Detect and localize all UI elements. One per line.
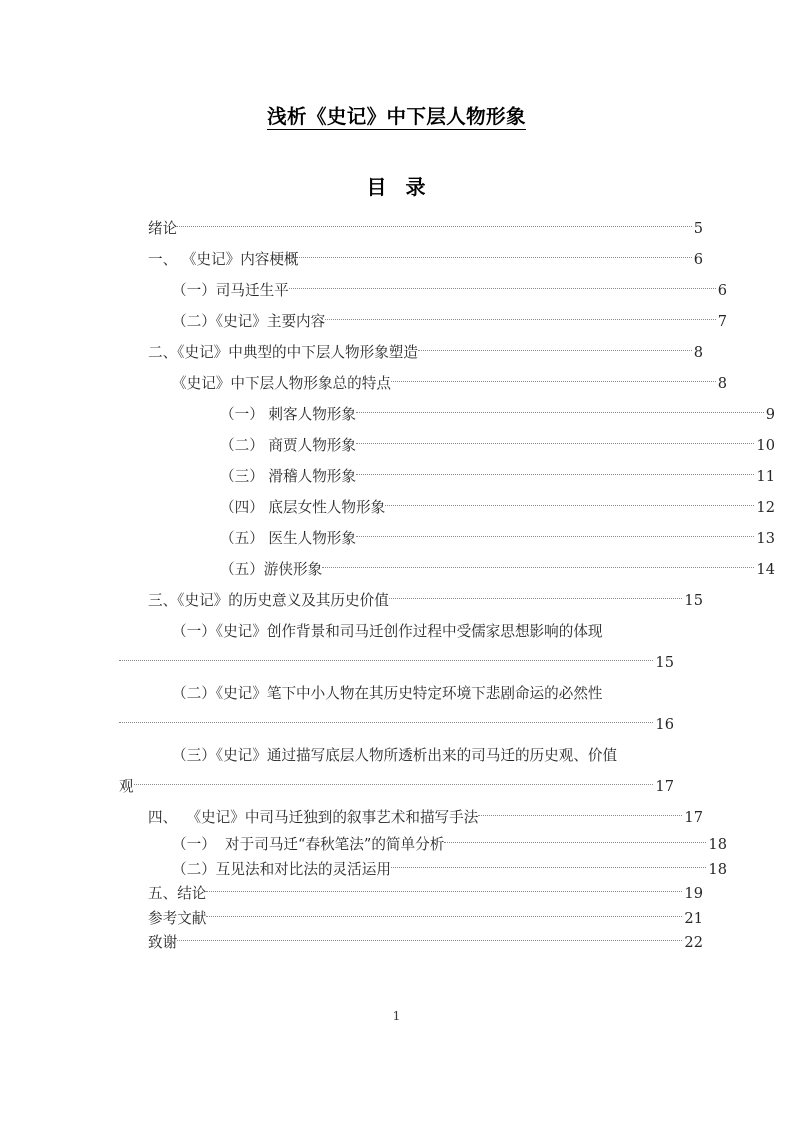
table-of-contents bbox=[119, 213, 775, 956]
toc-entry[interactable] bbox=[119, 554, 775, 585]
toc-entry-label: （五） 医生人物形象 bbox=[220, 530, 356, 547]
toc-page-number: 19 bbox=[684, 885, 703, 902]
toc-entry-label: （二）《史记》主要内容 bbox=[172, 313, 326, 330]
toc-dot-leader bbox=[322, 559, 754, 574]
toc-dot-leader bbox=[385, 497, 754, 512]
toc-entry-label: 五、结论 bbox=[148, 885, 207, 902]
toc-dot-leader bbox=[356, 466, 754, 481]
toc-entry[interactable] bbox=[119, 430, 775, 461]
toc-entry[interactable] bbox=[119, 492, 775, 523]
toc-page-number: 14 bbox=[756, 561, 775, 578]
toc-entry-label: （五）游侠形象 bbox=[220, 561, 323, 578]
toc-entry-row bbox=[119, 244, 703, 275]
toc-dot-leader bbox=[119, 714, 653, 729]
toc-dot-leader bbox=[177, 218, 692, 233]
toc-heading-char-2: 录 bbox=[405, 175, 427, 199]
toc-entry-label: 三、《史记》的历史意义及其历史价值 bbox=[148, 592, 389, 609]
toc-entry[interactable] bbox=[119, 306, 727, 337]
toc-dot-leader bbox=[289, 280, 716, 295]
toc-entry-row bbox=[119, 213, 703, 244]
toc-entry-row bbox=[119, 368, 727, 399]
toc-entry[interactable] bbox=[119, 802, 703, 833]
toc-page-number: 12 bbox=[756, 499, 775, 516]
toc-entry-row bbox=[119, 882, 703, 907]
toc-entry-continuation bbox=[119, 709, 674, 740]
toc-entry-row bbox=[119, 430, 775, 461]
toc-entry-label: 参考文献 bbox=[148, 909, 207, 927]
toc-entry-row bbox=[119, 554, 775, 585]
toc-entry-row bbox=[119, 337, 703, 368]
toc-entry-continuation bbox=[119, 771, 674, 802]
page-title bbox=[0, 101, 793, 129]
toc-page-number: 5 bbox=[693, 220, 703, 237]
toc-entry[interactable] bbox=[119, 461, 775, 492]
toc-entry-label: 四、 《史记》中司马迁独到的叙事艺术和描写手法 bbox=[148, 809, 479, 826]
toc-entry-row bbox=[119, 858, 727, 883]
toc-entry-label: （二）互见法和对比法的灵活运用 bbox=[172, 860, 391, 878]
toc-entry[interactable] bbox=[119, 931, 703, 956]
toc-dot-leader bbox=[119, 652, 653, 667]
toc-page-number: 9 bbox=[765, 406, 775, 423]
toc-entry[interactable] bbox=[119, 678, 674, 740]
toc-dot-leader bbox=[356, 404, 764, 419]
toc-dot-leader bbox=[356, 528, 754, 543]
toc-entry[interactable] bbox=[119, 275, 727, 306]
toc-entry-row bbox=[119, 461, 775, 492]
toc-entry[interactable] bbox=[119, 244, 703, 275]
toc-entry[interactable] bbox=[119, 907, 703, 932]
toc-page-number: 16 bbox=[655, 716, 674, 733]
toc-entry-row bbox=[119, 275, 727, 306]
toc-page-number: 8 bbox=[717, 375, 727, 392]
toc-entry-label: 一、 《史记》内容梗概 bbox=[148, 251, 299, 268]
toc-dot-leader bbox=[325, 311, 715, 326]
toc-entry-row bbox=[119, 399, 775, 430]
toc-page-number: 15 bbox=[684, 592, 703, 609]
toc-entry-row bbox=[119, 931, 703, 956]
toc-page-number: 18 bbox=[708, 836, 727, 853]
toc-entry[interactable] bbox=[119, 833, 727, 858]
toc-entry-label: 致谢 bbox=[148, 934, 178, 951]
toc-entry-label: （一）《史记》创作背景和司马迁创作过程中受儒家思想影响的体现 bbox=[172, 623, 603, 640]
toc-dot-leader bbox=[356, 435, 754, 450]
toc-entry-label: （二） 商贾人物形象 bbox=[220, 437, 356, 454]
toc-page-number: 18 bbox=[708, 860, 727, 878]
toc-entry-wrapped bbox=[119, 740, 674, 802]
toc-dot-leader bbox=[206, 908, 682, 923]
toc-entry-row bbox=[119, 585, 703, 616]
toc-entry-row bbox=[119, 306, 727, 337]
toc-heading-char-1: 目 bbox=[366, 175, 388, 199]
toc-dot-leader bbox=[391, 859, 707, 874]
toc-page-number: 13 bbox=[756, 530, 775, 547]
toc-entry-wrapped bbox=[119, 678, 674, 740]
toc-entry-label: （一） 对于司马迁“春秋笔法”的简单分析 bbox=[172, 836, 445, 853]
toc-dot-leader bbox=[134, 776, 654, 791]
toc-entry-row bbox=[119, 492, 775, 523]
toc-page-number: 15 bbox=[655, 654, 674, 671]
toc-page-number: 6 bbox=[717, 282, 727, 299]
page-title-text: 浅析《史记》中下层人物形象 bbox=[267, 105, 526, 128]
toc-dot-leader bbox=[299, 249, 692, 264]
toc-entry-wrapped bbox=[119, 616, 674, 678]
toc-entry-label-tail: 观 bbox=[119, 778, 134, 795]
toc-entry[interactable] bbox=[119, 882, 703, 907]
toc-page-number: 10 bbox=[756, 437, 775, 454]
toc-entry[interactable] bbox=[119, 616, 674, 678]
toc-entry[interactable] bbox=[119, 337, 703, 368]
toc-page-number: 22 bbox=[684, 934, 703, 951]
toc-dot-leader bbox=[444, 834, 706, 849]
toc-entry-row bbox=[119, 833, 727, 858]
toc-entry-label: （三）《史记》通过描写底层人物所透析出来的司马迁的历史观、价值 bbox=[172, 747, 618, 764]
toc-entry-label: 二、《史记》中典型的中下层人物形象塑造 bbox=[148, 344, 418, 361]
toc-entry[interactable] bbox=[119, 585, 703, 616]
toc-entry[interactable] bbox=[119, 523, 775, 554]
toc-dot-leader bbox=[177, 932, 682, 947]
toc-entry-row bbox=[119, 523, 775, 554]
footer-page-number: 1 bbox=[392, 1008, 401, 1023]
toc-entry-row bbox=[119, 802, 703, 833]
toc-page-number: 11 bbox=[756, 468, 775, 485]
toc-entry-continuation bbox=[119, 647, 674, 678]
toc-entry[interactable] bbox=[119, 740, 674, 802]
toc-entry[interactable] bbox=[119, 399, 775, 430]
toc-entry-label: （二）《史记》笔下中小人物在其历史特定环境下悲剧命运的必然性 bbox=[172, 685, 603, 702]
toc-dot-leader bbox=[418, 342, 692, 357]
toc-entry[interactable] bbox=[119, 368, 727, 399]
toc-page-number: 17 bbox=[655, 778, 674, 795]
toc-page-number: 17 bbox=[684, 809, 703, 826]
toc-entry-label: 绪论 bbox=[148, 220, 178, 237]
toc-heading bbox=[0, 171, 793, 200]
toc-page-number: 8 bbox=[693, 344, 703, 361]
toc-dot-leader bbox=[478, 807, 682, 822]
toc-entry-label: （一） 刺客人物形象 bbox=[220, 406, 356, 423]
toc-page-number: 6 bbox=[693, 251, 703, 268]
toc-dot-leader bbox=[206, 883, 682, 898]
toc-dot-leader bbox=[389, 590, 683, 605]
toc-page-number: 7 bbox=[717, 313, 727, 330]
toc-entry-label: （四） 底层女性人物形象 bbox=[220, 499, 386, 516]
toc-entry[interactable] bbox=[119, 213, 703, 244]
toc-entry-row bbox=[119, 907, 703, 932]
toc-entry[interactable] bbox=[119, 858, 727, 883]
toc-page-number: 21 bbox=[684, 909, 703, 927]
toc-entry-label: （一）司马迁生平 bbox=[172, 282, 289, 299]
toc-dot-leader bbox=[391, 373, 716, 388]
toc-entry-label: 《史记》中下层人物形象总的特点 bbox=[172, 375, 391, 392]
toc-entry-label: （三） 滑稽人物形象 bbox=[220, 468, 356, 485]
